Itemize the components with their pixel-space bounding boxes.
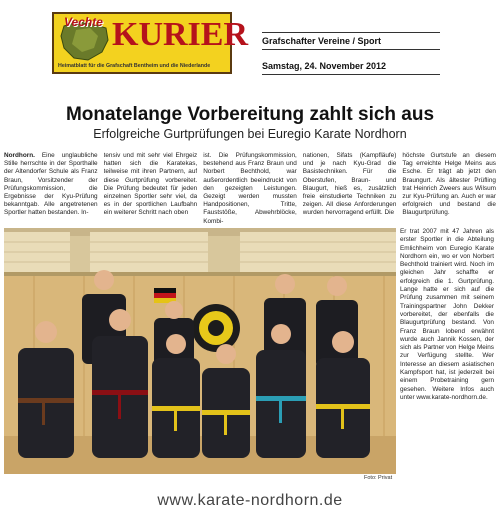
article-subheadline: Erfolgreiche Gurtprüfungen bei Euregio Karate Nordhorn bbox=[93, 127, 407, 141]
article-columns bbox=[4, 152, 496, 226]
website-url: www.karate-nordhorn.de bbox=[157, 492, 343, 509]
publication-date: Samstag, 24. November 2012 bbox=[262, 61, 387, 71]
karate-group-illustration bbox=[4, 228, 396, 474]
article-column-5: höchste Gurtstufe an diesem Tag erreichte Helge Meins aus Esche. Er trägt ab jetzt den Braungurt. Als ältester Prüfling trat Heinrich Zweers aus Wilsum zur Kyu-Prüfung an. Auch er war erfolgreich und bestand die Blaugurtprüfung. bbox=[402, 152, 496, 217]
section-divider-top bbox=[262, 32, 440, 33]
article-column-1 bbox=[4, 152, 98, 226]
logo-subtitle: Heimatblatt für die Grafschaft Bentheim und die Niederlande bbox=[58, 63, 211, 69]
dateline: Nordhorn. bbox=[4, 152, 35, 159]
group-photo bbox=[4, 228, 396, 474]
article-headline: Monatelange Vorbereitung zahlt sich aus bbox=[65, 104, 435, 125]
section-name: Grafschafter Vereine / Sport bbox=[262, 36, 382, 46]
newspaper-logo bbox=[52, 12, 249, 74]
photo-credit: Foto: Privat bbox=[364, 475, 393, 481]
logo-main-text: KURIER bbox=[112, 16, 249, 53]
logo-top-text: Vechte bbox=[64, 15, 103, 29]
article-column-3: ist. Die Prüfungskommission, bestehend aus Franz Braun und Norbert Bechthold, war außerordentlich beeindruckt von den gezeigten Leistungen. Gezeigt werden mussten Handpositionen, Tritte, Fauststöße, Abwehrblöcke, Kombi- bbox=[203, 152, 297, 225]
section-divider-bottom bbox=[262, 74, 440, 75]
article-column-6: Er trat 2007 mit 47 Jahren als erster Sportler in die Abteilung Emlichheim von Euregio Karate Nordhorn ein, wo er von Norbert Bechthold trainiert wird. Noch im gleichen Jahr schaffte er erfolgreich die 1. Gurtprüfung. Lange hatte er sich auf die Prüfung zusammen mit seinem Trainingspartner John Dekker vorbereitet, der ebenfalls die Blaugurtprüfung bestand. Von Franz Braun lobend erwähnt wurde auch Jannik Kossen, der sich als Partner von Helge Meins zur Verfügung stellte. Wer Interesse an diesem asiatischen Kampfsport hat, ist jederzeit bei einem Probetraining gern gesehen. Weitere Infos auch unter www.karate-nordhorn.de. bbox=[400, 228, 494, 401]
section-divider-middle bbox=[262, 49, 440, 50]
column-1-text: Eine unglaubliche Stille herrschte in der Sporthalle der Altendorfer Schule als Franz Braun, Vorsitzender der Prüfungskommission, die Ergebnisse der Kyu-Prüfung bekanntgab. Alle angetretenen Sportler hatten bestanden. In- bbox=[4, 152, 98, 217]
article-column-4: nationen, Sifats (Kampfläufe) und je nach Kyu-Grad die Basistechniken. Für die Oberstufen, Braun- und Blaugurt, hieß es, zusätzlich freie einstudierte Techniken zu zeigen. All diese Anforderungen wurden hervorragend erfüllt. Die bbox=[302, 152, 397, 217]
article-column-2: tensiv und mit sehr viel Ehrgeiz hatten sich die Karatekas, teilweise mit ihren Partnern, auf diese Gurtprüfung vorbereitet. Die Prüfung bedeutet für jeden einzelnen Sportler sehr viel, da es in der sportlichen Laufbahn ein weiterer Schritt nach oben bbox=[103, 152, 198, 217]
